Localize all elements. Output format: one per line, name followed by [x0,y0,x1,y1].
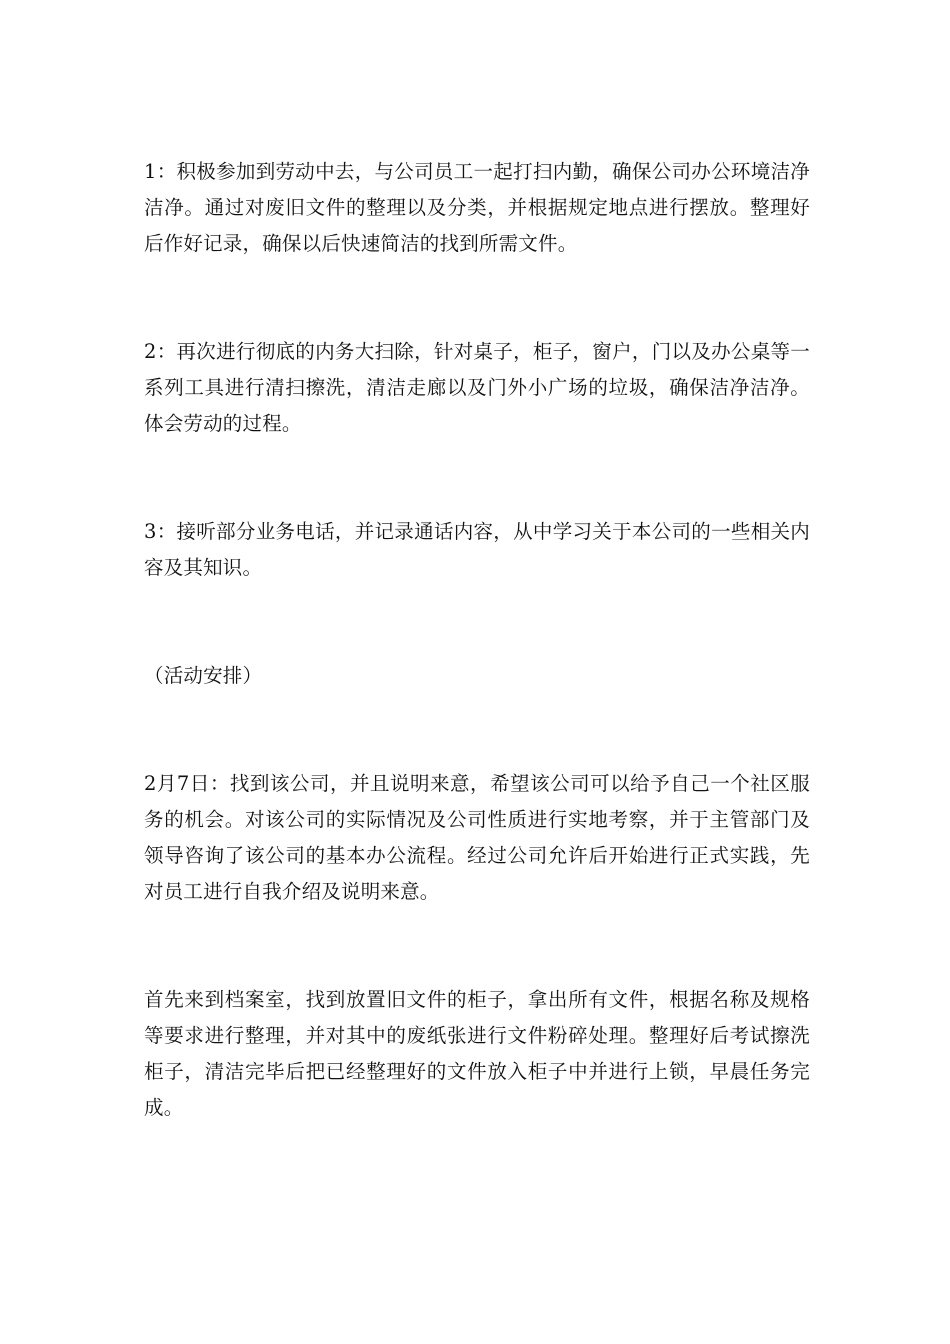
paragraph-feb-7: 2月7日：找到该公司，并且说明来意，希望该公司可以给予自己一个社区服务的机会。对该公司的实际情况及公司性质进行实地考察，并于主管部门及领导咨询了该公司的基本办公流程。经过公司允许后开始进行正式实践，先对员工进行自我介绍及说明来意。 [144,772,810,903]
paragraph-task-3: 3：接听部分业务电话，并记录通话内容，从中学习关于本公司的一些相关内容及其知识。 [144,520,810,579]
section-heading-activity-schedule: （活动安排） [144,664,263,687]
paragraph-task-2: 2：再次进行彻底的内务大扫除，针对桌子，柜子，窗户，门以及办公桌等一系列工具进行清扫擦洗，清洁走廊以及门外小广场的垃圾，确保洁净洁净。体会劳动的过程。 [144,340,810,435]
paragraph-task-1: 1：积极参加到劳动中去，与公司员工一起打扫内勤，确保公司办公环境洁净洁净。通过对废旧文件的整理以及分类，并根据规定地点进行摆放。整理好后作好记录，确保以后快速简洁的找到所需文件。 [144,160,810,255]
paragraph-archive-room: 首先来到档案室，找到放置旧文件的柜子，拿出所有文件，根据名称及规格等要求进行整理，并对其中的废纸张进行文件粉碎处理。整理好后考试擦洗柜子，清洁完毕后把已经整理好的文件放入柜子中并进行上锁，早晨任务完成。 [144,988,810,1119]
